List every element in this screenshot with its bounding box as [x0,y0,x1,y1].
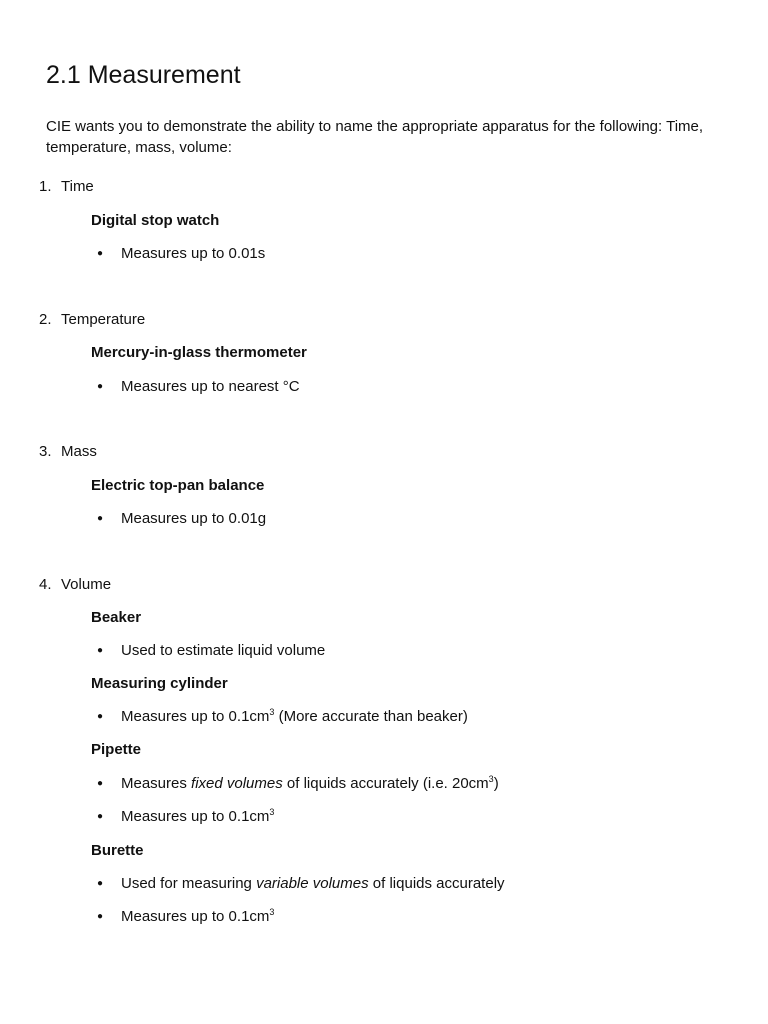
apparatus-pipette: Pipette [91,741,142,758]
bullet-icon: ● [97,711,104,722]
bullet-icon: ● [97,513,104,524]
bullet-item: ● Measures up to $0.1cm^3$ [97,807,275,825]
list-number: 4. [39,576,52,593]
bullet-item: ● Measures up to 0.01g [97,510,267,527]
bullet-item: ● Used to estimate liquid volume [97,642,326,659]
list-label: Temperature [61,311,146,328]
list-number: 2. [39,311,52,328]
bullet-item: ● Used for measuring variable volumes of liquids accurately [97,875,505,892]
apparatus-beaker: Beaker [91,609,142,626]
list-item-volume [39,575,111,595]
list-label: Time [61,178,94,195]
apparatus-balance: Electric top-pan balance [91,477,265,494]
bullet-icon: ● [97,811,104,822]
bullet-icon: ● [97,248,104,259]
list-label: Mass [61,443,97,460]
bullet-item: ● Measures up to $0.1cm^3$ [97,907,275,925]
list-label: Volume [61,576,112,593]
bullet-item: ● Measures fixed volumes of liquids accurately (i.e. $20cm^3$) [97,774,499,792]
apparatus-burette: Burette [91,842,144,859]
bullet-icon: ● [97,911,104,922]
list-item-mass [39,442,97,462]
apparatus-thermometer: Mercury-in-glass thermometer [91,344,307,361]
bullet-icon: ● [97,645,104,656]
apparatus-stop-watch: Digital stop watch [91,212,220,229]
bullet-item: ● Measures up to 0.01s [97,245,266,262]
bullet-item: ● Measures up to $0.1cm^3$ (More accurate than beaker) [97,707,468,725]
apparatus-measuring-cylinder: Measuring cylinder [91,675,228,692]
bullet-icon: ● [97,778,104,789]
list-number: 1. [39,178,52,195]
intro-paragraph: CIE wants you to demonstrate the ability to name the appropriate apparatus for the following: Time, temperature, mass, volume: [46,118,704,156]
bullet-icon: ● [97,878,104,889]
list-item-temperature [39,310,145,330]
bullet-icon: ● [97,381,104,392]
list-number: 3. [39,443,52,460]
bullet-item: ● Measures up to nearest °C [97,378,300,395]
list-item-time [39,177,94,197]
page-title: 2.1 Measurement [46,61,241,89]
